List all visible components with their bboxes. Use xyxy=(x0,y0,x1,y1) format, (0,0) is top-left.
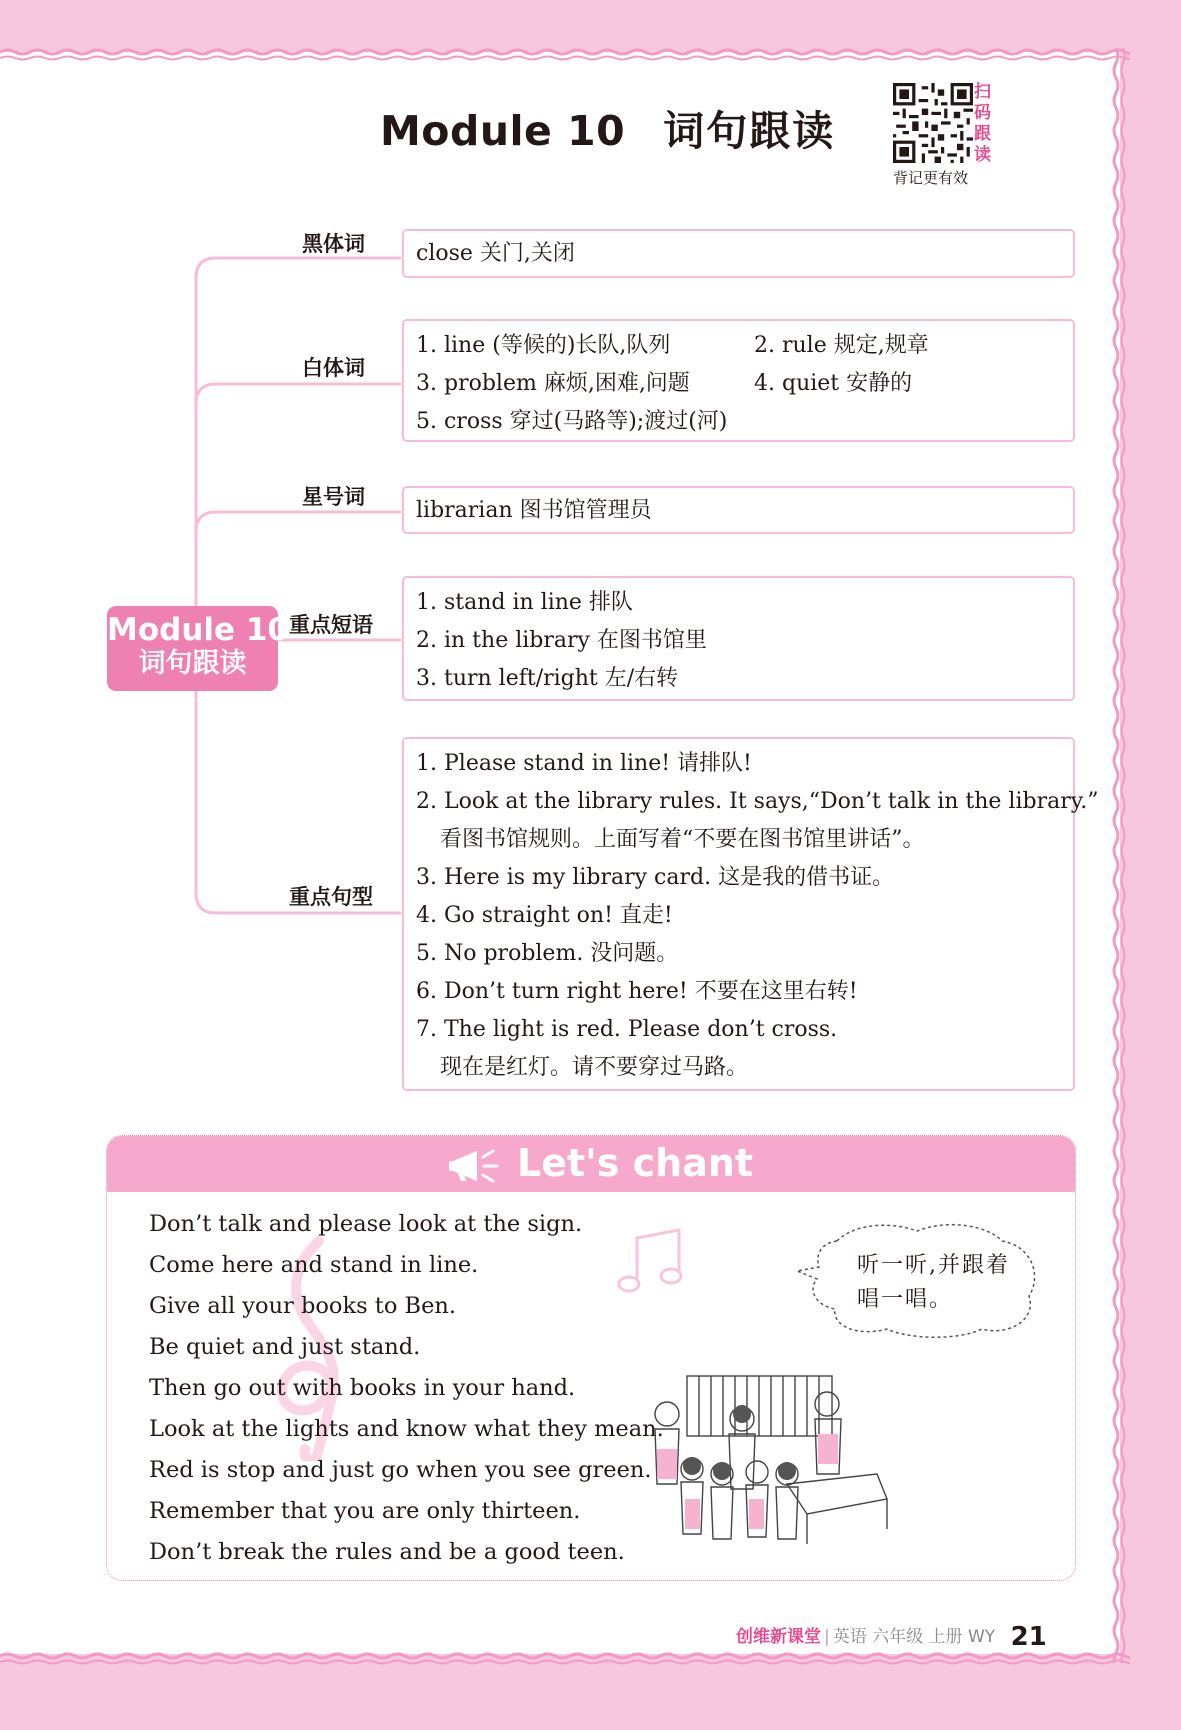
chant-line: Then go out with books in your hand. xyxy=(149,1375,576,1401)
qr-side-char: 跟 xyxy=(974,124,991,144)
chant-line: Give all your books to Ben. xyxy=(149,1293,457,1319)
branch-box-key-sentences xyxy=(402,737,1099,1091)
center-line-1: Module 10 xyxy=(107,612,289,648)
sentence-line: 4. Go straight on! 直走! xyxy=(416,903,673,928)
center-line-2: 词句跟读 xyxy=(138,648,247,679)
speech-bubble-text xyxy=(857,1249,1010,1317)
sentence-line: 3. Here is my library card. 这是我的借书证。 xyxy=(416,865,895,890)
chant-line: Look at the lights and know what they mean. xyxy=(149,1416,664,1442)
branch-label-bold-words: 黑体词 xyxy=(302,232,365,256)
chant-line: Be quiet and just stand. xyxy=(149,1334,421,1360)
footer-volume: 上册 xyxy=(928,1627,963,1647)
branch-box-plain-words xyxy=(402,319,1075,442)
sentence-line: 5. No problem. 没问题。 xyxy=(416,941,679,966)
branch-label-plain-words: 白体词 xyxy=(302,356,365,380)
footer-brand: 创维新课堂 xyxy=(736,1627,821,1647)
branch-box-key-phrases xyxy=(402,576,1075,701)
word-line: librarian 图书馆管理员 xyxy=(416,498,652,523)
branch-label-star-words: 星号词 xyxy=(302,485,365,509)
title-english: Module 10 xyxy=(380,107,626,155)
word-item: 2. rule 规定,规章 xyxy=(754,333,929,358)
sentence-translation: 现在是红灯。请不要穿过马路。 xyxy=(440,1055,749,1080)
word-item: 1. line (等候的)长队,队列 xyxy=(416,333,671,358)
bubble-line: 唱一唱。 xyxy=(857,1287,954,1312)
chant-line: Remember that you are only thirteen. xyxy=(149,1498,581,1524)
sentence-line: 7. The light is red. Please don’t cross. xyxy=(416,1017,838,1042)
sentence-translation: 看图书馆规则。上面写着“不要在图书馆里讲话”。 xyxy=(440,827,925,852)
sentence-line: 1. Please stand in line! 请排队! xyxy=(416,751,752,776)
qr-side-char: 码 xyxy=(974,103,991,123)
sentence-line: 6. Don’t turn right here! 不要在这里右转! xyxy=(416,979,858,1004)
page-footer xyxy=(736,1622,1047,1652)
footer-grade: 六年级 xyxy=(872,1627,924,1647)
word-line xyxy=(416,365,1061,403)
qr-side-char: 读 xyxy=(974,145,991,165)
chant-line: Don’t talk and please look at the sign. xyxy=(149,1211,583,1237)
footer-separator: | xyxy=(824,1627,830,1647)
phrase-line: 2. in the library 在图书馆里 xyxy=(416,628,707,653)
title-chinese: 词句跟读 xyxy=(663,107,836,155)
megaphone-icon xyxy=(447,1147,507,1185)
qr-note: 背记更有效 xyxy=(893,169,969,187)
phrase-line: 3. turn left/right 左/右转 xyxy=(416,666,679,691)
word-line: 5. cross 穿过(马路等);渡过(河) xyxy=(416,409,728,434)
word-line: close 关门,关闭 xyxy=(416,241,575,266)
chant-panel xyxy=(106,1135,1076,1581)
sentence-line: 2. Look at the library rules. It says,“Don’t talk in the library.” xyxy=(416,789,1099,814)
library-scene-illustration xyxy=(637,1374,902,1549)
branch-box-bold-words xyxy=(402,229,1075,278)
page-number: 21 xyxy=(1010,1622,1047,1652)
branch-label-key-sentences: 重点句型 xyxy=(289,885,373,909)
chant-title: Let's chant xyxy=(517,1141,754,1185)
qr-side-char: 扫 xyxy=(974,82,991,102)
chant-line: Red is stop and just go when you see green. xyxy=(149,1457,652,1483)
phrase-line: 1. stand in line 排队 xyxy=(416,590,633,615)
branch-box-star-words xyxy=(402,486,1075,534)
bubble-line: 听一听,并跟着 xyxy=(857,1253,1010,1278)
footer-edition: WY xyxy=(967,1627,996,1647)
word-item: 4. quiet 安静的 xyxy=(754,371,913,396)
mindmap-center-node xyxy=(107,606,289,691)
branch-label-key-phrases: 重点短语 xyxy=(289,613,373,637)
footer-subject: 英语 xyxy=(832,1627,867,1647)
word-line xyxy=(416,327,1061,365)
chant-lyrics xyxy=(149,1204,664,1573)
chant-line: Come here and stand in line. xyxy=(149,1252,479,1278)
word-item: 3. problem 麻烦,困难,问题 xyxy=(416,371,690,396)
chant-line: Don’t break the rules and be a good teen. xyxy=(149,1539,625,1565)
